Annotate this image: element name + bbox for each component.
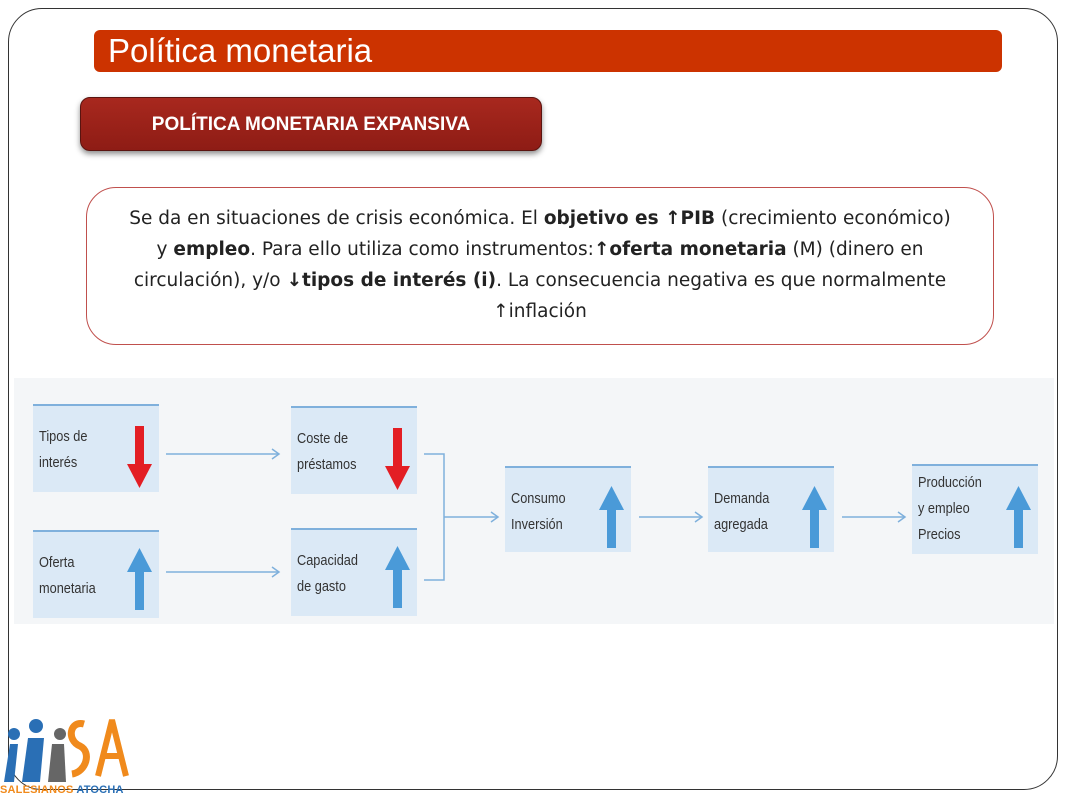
- logo-text: [0, 784, 124, 796]
- slide-title: Política monetaria: [94, 30, 1002, 72]
- node-oferta-monetaria: [33, 530, 159, 618]
- node-label: Coste de préstamos: [297, 430, 357, 473]
- description-part: empleo: [173, 239, 251, 260]
- section-heading: POLÍTICA MONETARIA EXPANSIVA: [80, 97, 542, 151]
- arrow-down-icon: [127, 426, 153, 488]
- logo-text-salesianos: SALESIANOS: [0, 784, 74, 796]
- description-box: [86, 187, 994, 345]
- node-label: Tipos de interés: [39, 428, 88, 471]
- description-part: (crecimiento económico) y: [156, 208, 951, 260]
- arrow-down-icon: [385, 428, 411, 490]
- node-produccion-empleo-precios: [912, 464, 1038, 554]
- flow-diagram: [14, 378, 1054, 624]
- description-part: objetivo es ↑PIB: [543, 208, 716, 229]
- arrow-up-icon: [127, 548, 153, 610]
- arrow-up-icon: [599, 486, 625, 548]
- node-tipos-interes: [33, 404, 159, 492]
- description-part: ↑oferta monetaria: [593, 239, 787, 260]
- node-demanda-agregada: [708, 466, 834, 552]
- node-coste-prestamos: [291, 406, 417, 494]
- node-label: Consumo Inversión: [511, 490, 566, 533]
- arrow-up-icon: [385, 546, 411, 608]
- node-label: Demanda agregada: [714, 490, 770, 533]
- arrow-up-icon: [1006, 486, 1032, 548]
- node-capacidad-gasto: [291, 528, 417, 616]
- description-part: ↓tipos de interés (i): [286, 270, 497, 291]
- node-label: Capacidad de gasto: [297, 552, 358, 595]
- node-label: Producción y empleo Precios: [918, 474, 982, 543]
- description-text: [129, 208, 951, 322]
- logo-text-atocha: ATOCHA: [76, 784, 124, 796]
- node-consumo-inversion: [505, 466, 631, 552]
- description-part: . La consecuencia negativa es que normalmente ↑inflación: [493, 270, 947, 322]
- description-part: (M) (dinero en circulación), y/o: [133, 239, 924, 291]
- node-label: Oferta monetaria: [39, 554, 96, 597]
- description-part: . Para ello utiliza como instrumentos:: [250, 239, 594, 260]
- description-part: Se da en situaciones de crisis económica. El: [129, 208, 544, 229]
- arrow-up-icon: [802, 486, 828, 548]
- connector-bracket: [424, 454, 444, 580]
